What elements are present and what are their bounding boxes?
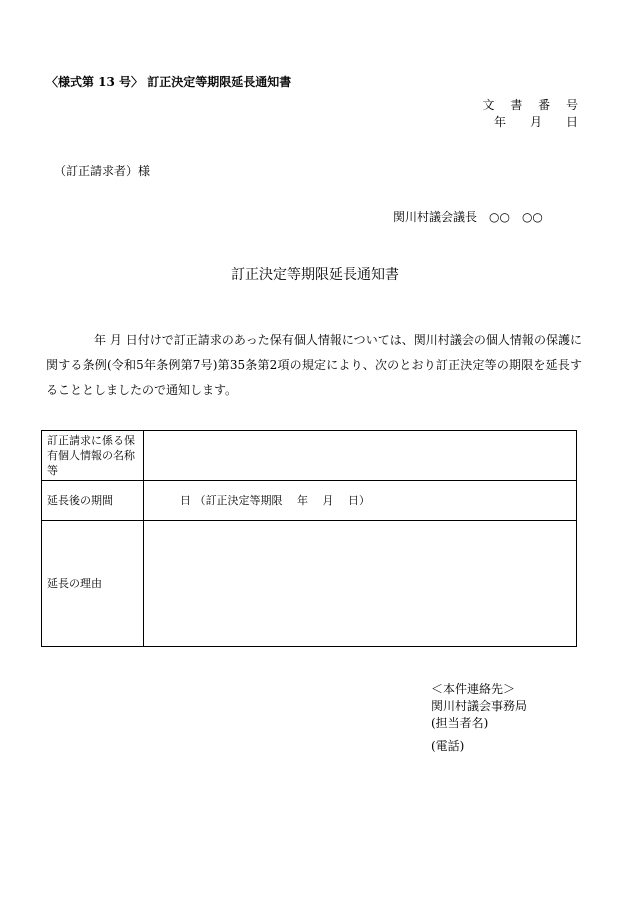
contact-phone: (電話) — [431, 739, 465, 753]
info-table — [41, 430, 577, 647]
document-number: 文 書 番 号 — [482, 98, 584, 112]
contact-block — [431, 681, 527, 755]
contact-person: (担当者名) — [431, 716, 489, 730]
document-number-block — [482, 97, 584, 131]
recipient: （訂正請求者）様 — [54, 164, 151, 178]
table-row — [42, 521, 577, 647]
extension-reason-label: 延長の理由 — [42, 521, 144, 647]
document-title: 訂正決定等期限延長通知書 — [231, 267, 399, 283]
sender: 関川村議会議長 ○○ ○○ — [393, 210, 543, 224]
extension-period-value: 日 （訂正決定等期限 年 月 日） — [144, 481, 577, 521]
issue-date: 年 月 日 — [493, 115, 584, 129]
table-row — [42, 481, 577, 521]
body-paragraph: 年 月 日付けで訂正請求のあった保有個人情報については、関川村議会の個人情報の保護に関する条例(令和5年条例第7号)第35条第2項の規定により、次のとおり訂正決定等の期限を延長することとしましたので通知します。 — [46, 333, 582, 397]
extension-period-label: 延長後の期間 — [42, 481, 144, 521]
contact-heading: ＜本件連絡先＞ — [431, 682, 516, 696]
contact-office: 関川村議会事務局 — [431, 699, 528, 713]
table-row — [42, 431, 577, 481]
extension-reason-value — [144, 521, 577, 647]
form-label: 〈様式第 13 号〉 訂正決定等期限延長通知書 — [46, 75, 292, 89]
info-name-value — [144, 431, 577, 481]
info-name-label: 訂正請求に係る保有個人情報の名称等 — [42, 431, 144, 481]
